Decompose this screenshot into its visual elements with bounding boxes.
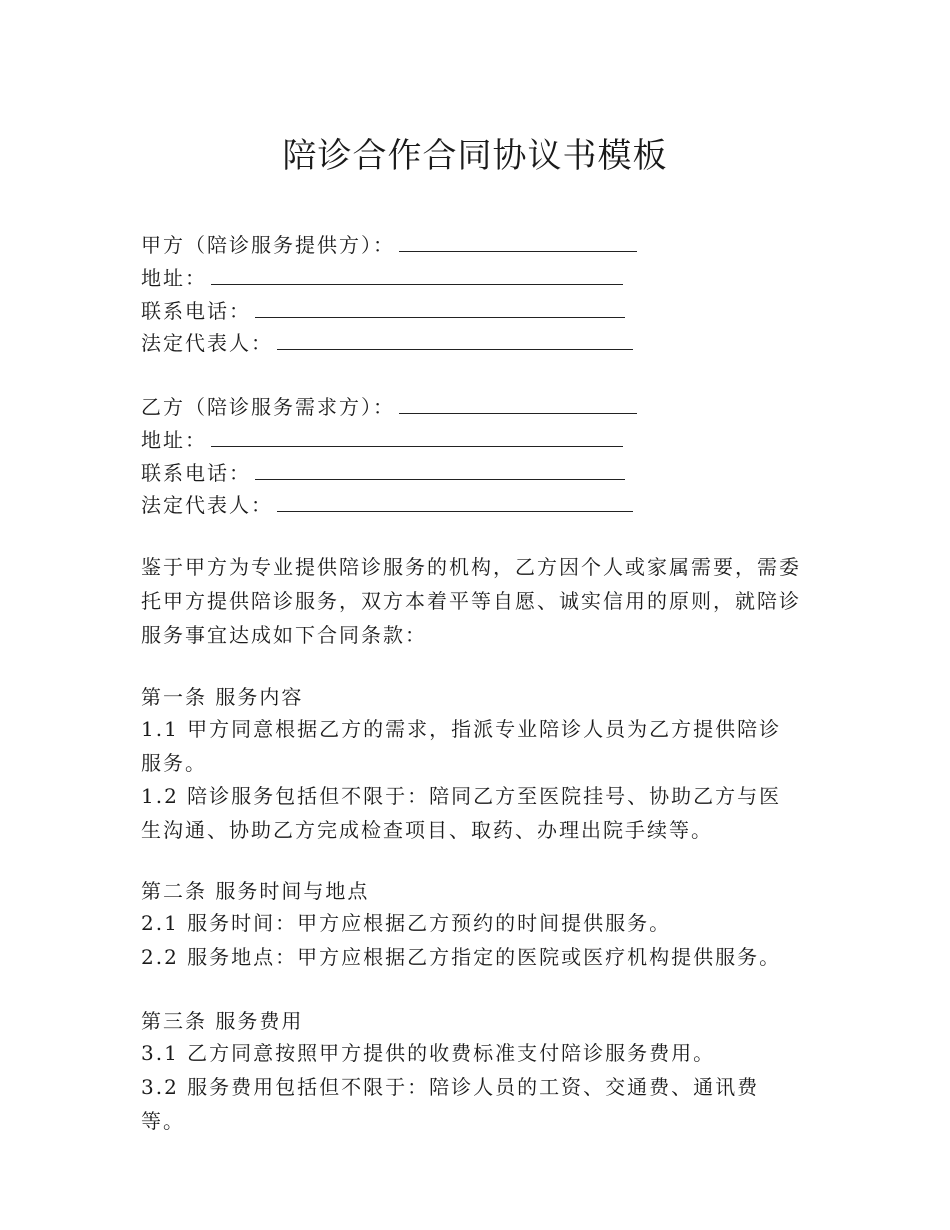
party-b-address-blank xyxy=(211,424,623,447)
party-a-rep-blank xyxy=(277,327,633,350)
article-2-clause-2: 2.2 服务地点：甲方应根据乙方指定的医院或医疗机构提供服务。 xyxy=(141,945,782,969)
party-a-address-label: 地址： xyxy=(141,266,207,290)
party-b-phone-blank xyxy=(255,457,625,480)
article-1-clause-1: 1.1 甲方同意根据乙方的需求，指派专业陪诊人员为乙方提供陪诊服务。 xyxy=(141,717,782,775)
article-3-heading: 第三条 服务费用 xyxy=(141,1009,304,1033)
article-2-heading: 第二条 服务时间与地点 xyxy=(141,879,370,903)
party-b-phone-field xyxy=(141,457,625,488)
page-title: 陪诊合作合同协议书模板 xyxy=(282,136,668,176)
party-b-name-field xyxy=(141,391,637,422)
party-b-phone-label: 联系电话： xyxy=(141,461,251,485)
party-b-address-field xyxy=(141,424,623,455)
party-a-address-field xyxy=(141,262,623,293)
party-a-phone-blank xyxy=(255,295,625,318)
party-a-rep-field xyxy=(141,327,633,358)
party-b-label: 乙方（陪诊服务需求方）： xyxy=(141,395,395,419)
party-a-label: 甲方（陪诊服务提供方）： xyxy=(141,233,395,257)
party-a-phone-field xyxy=(141,295,625,326)
article-3-clause-2: 3.2 服务费用包括但不限于：陪诊人员的工资、交通费、通讯费等。 xyxy=(141,1075,760,1133)
preamble-paragraph: 鉴于甲方为专业提供陪诊服务的机构，乙方因个人或家属需要，需委托甲方提供陪诊服务，双方本着平等自愿、诚实信用的原则，就陪诊服务事宜达成如下合同条款： xyxy=(141,555,801,647)
party-a-name-field xyxy=(141,229,637,260)
article-2-clause-1: 2.1 服务时间：甲方应根据乙方预约的时间提供服务。 xyxy=(141,911,672,935)
party-b-name-blank xyxy=(399,391,637,414)
party-b-rep-label: 法定代表人： xyxy=(141,493,273,517)
party-b-rep-blank xyxy=(277,489,633,512)
party-a-address-blank xyxy=(211,262,623,285)
party-b-address-label: 地址： xyxy=(141,428,207,452)
article-1-clause-2: 1.2 陪诊服务包括但不限于：陪同乙方至医院挂号、协助乙方与医生沟通、协助乙方完成检查项目、取药、办理出院手续等。 xyxy=(141,784,782,842)
article-1-heading: 第一条 服务内容 xyxy=(141,685,304,709)
article-3-clause-1: 3.1 乙方同意按照甲方提供的收费标准支付陪诊服务费用。 xyxy=(141,1041,716,1065)
party-a-rep-label: 法定代表人： xyxy=(141,331,273,355)
party-a-name-blank xyxy=(399,229,637,252)
party-a-phone-label: 联系电话： xyxy=(141,299,251,323)
party-b-rep-field xyxy=(141,489,633,520)
